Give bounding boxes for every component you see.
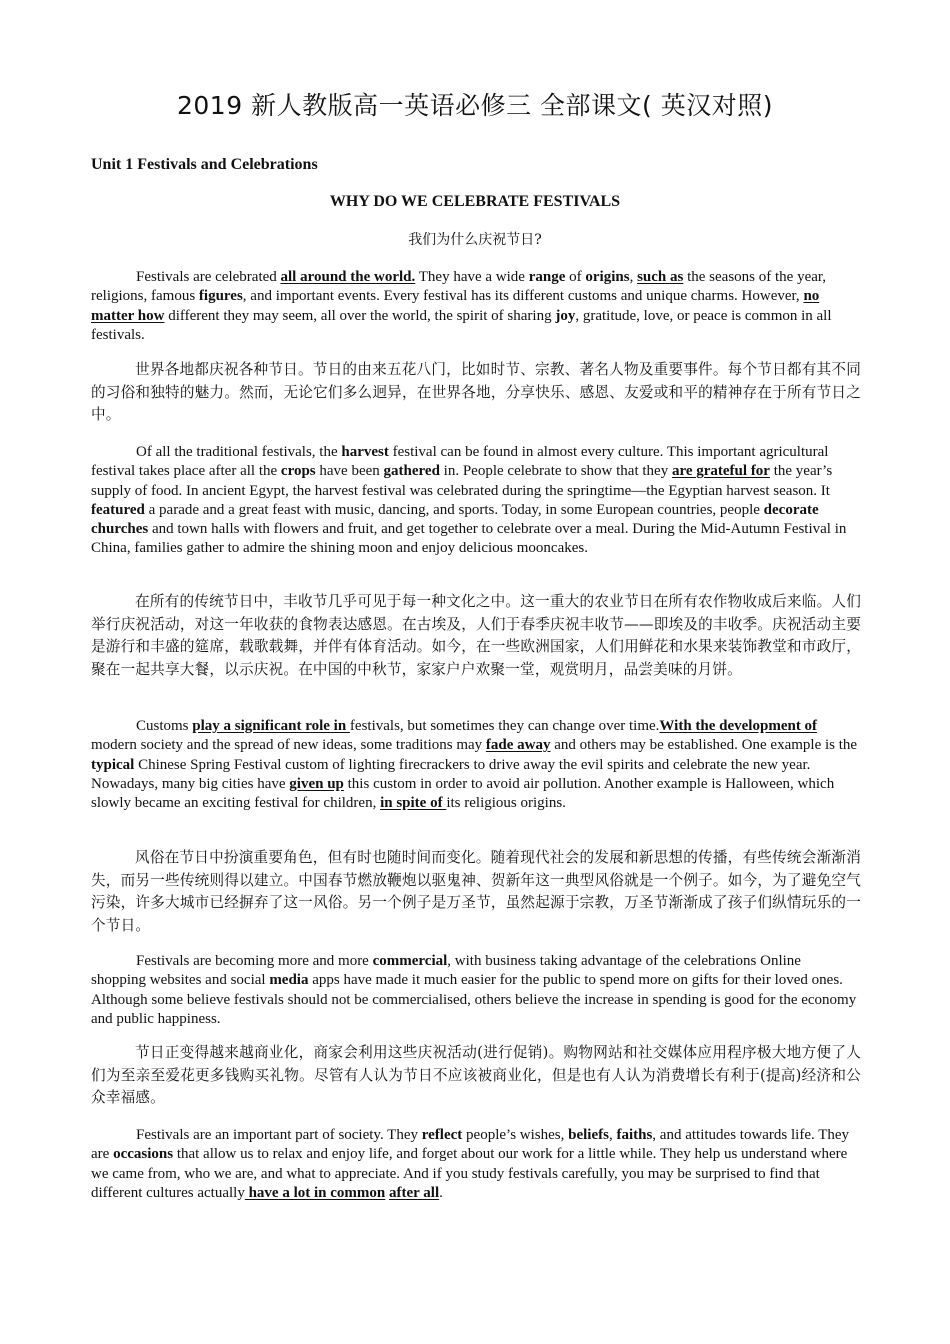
paragraph-chinese-4 <box>91 1042 861 1110</box>
text-run: , with business taking advantage of the celebrations Online shopping websites and social <box>91 953 801 989</box>
text-run: festival can be found in almost every culture. This important agricultural festival takes place after all the <box>91 444 829 480</box>
text-run: of <box>565 269 586 285</box>
key-phrase: after all <box>389 1184 440 1201</box>
text-run: and others may be established. One example is the <box>550 737 858 754</box>
vocabulary-keyword: harvest <box>341 444 389 460</box>
vocabulary-keyword: decorate churches <box>91 501 819 538</box>
vocabulary-keyword: featured <box>91 501 145 518</box>
text-run: , and attitudes towards life. They are <box>91 1127 850 1163</box>
vocabulary-keyword: range <box>528 269 566 285</box>
text-run: modern society and the spread of new ideas, some traditions may <box>91 737 486 754</box>
text-run: , gratitude, love, or peace is common in all festivals. <box>91 307 832 343</box>
text-run: that allow us to relax and enjoy life, and forget about our work for a little while. They help us understand where we came from, who we are, and what to appreciate. And if you study festivals carefully, you may be surprised to find that different cultures actually <box>91 1146 848 1201</box>
key-phrase: are grateful for <box>671 463 770 480</box>
text-run: in. People celebrate to show that they <box>439 463 672 480</box>
vocabulary-keyword: reflect <box>421 1127 463 1143</box>
text-run: , <box>629 269 638 285</box>
text-run: , and important events. Every festival has its different customs and unique charms. However, <box>242 288 804 305</box>
text-run: , <box>608 1127 617 1143</box>
paragraph-english-3 <box>91 717 859 813</box>
unit-title: Unit 1 Festivals and Celebrations <box>91 156 318 173</box>
key-phrase: in spite of <box>380 795 447 812</box>
vocabulary-keyword: media <box>269 972 309 989</box>
vocabulary-keyword: joy <box>555 307 576 324</box>
text-run: Chinese Spring Festival custom of lighting firecrackers to drive away the evil spirits and celebrate the new year. Nowadays, many big cities have <box>91 756 811 792</box>
key-phrase: such as <box>637 269 684 285</box>
text-run: have been <box>315 463 384 480</box>
paragraph-english-5 <box>91 1126 859 1203</box>
paragraph-english-4 <box>91 952 859 1029</box>
text-run: and town halls with flowers and fruit, and get together to celebrate over a meal. During the Mid-Autumn Festival in China, families gather to admire the shining moon and enjoy delicious mooncakes. <box>91 521 847 557</box>
text-run: apps have made it much easier for the public to spend more on gifts for their loved ones. Although some believe festivals should not be commercialised, others believe the increase in spending is good for the economy and public happiness. <box>91 972 857 1027</box>
text-run: this custom in order to avoid air pollution. Another example is Halloween, which slowly became an exciting festival for children, <box>91 775 835 812</box>
text-run: Festivals are an important part of society. They <box>136 1127 422 1143</box>
document-title: 2019 新人教版高一英语必修三 全部课文( 英汉对照) <box>177 91 773 120</box>
paragraph-chinese-3 <box>91 847 861 937</box>
vocabulary-keyword: figures <box>198 288 243 305</box>
vocabulary-keyword: commercial <box>372 953 448 969</box>
key-phrase: have a lot in common <box>244 1184 386 1201</box>
paragraph-english-1 <box>91 268 859 345</box>
vocabulary-keyword: faiths <box>616 1127 653 1143</box>
vocabulary-keyword: crops <box>280 463 316 480</box>
essay-title: WHY DO WE CELEBRATE FESTIVALS <box>329 193 621 210</box>
key-phrase: play a significant role in <box>192 718 350 734</box>
text-run: 风俗在节日中扮演重要角色，但有时也随时间而变化。随着现代社会的发展和新思想的传播，有些传统会渐渐消失，而另一些传统则得以建立。中国春节燃放鞭炮以驱鬼神、贺新年这一典型风俗就是一个例子。如今，为了避免空气污染，许多大城市已经摒弃了这一风俗。另一个例子是万圣节，虽然起源于宗教，万圣节渐渐成了孩子们纵情玩乐的一个节日。 <box>91 849 861 934</box>
text-run: different they may seem, all over the world, the spirit of sharing <box>164 307 556 324</box>
text-run: They have a wide <box>415 269 529 285</box>
key-phrase: given up <box>289 775 344 792</box>
key-phrase: With the development of <box>659 718 818 734</box>
text-run: a parade and a great feast with music, dancing, and sports. Today, in some European countries, people <box>144 501 764 518</box>
text-run: the seasons of the year, religions, famous <box>91 269 827 305</box>
paragraph-chinese-1 <box>91 359 861 427</box>
text-run: 在所有的传统节日中，丰收节几乎可见于每一种文化之中。这一重大的农业节日在所有农作物收成后来临。人们举行庆祝活动，对这一年收获的食物表达感恩。在古埃及，人们于春季庆祝丰收节——即埃及的丰收季。庆祝活动主要是游行和丰盛的筵席，载歌载舞，并伴有体育活动。如今，在一些欧洲国家，人们用鲜花和水果来装饰教堂和市政厅，聚在一起共享大餐，以示庆祝。在中国的中秋节，家家户户欢聚一堂，观赏明月，品尝美味的月饼。 <box>91 593 861 678</box>
text-run: the year’s supply of food. In ancient Egypt, the harvest festival was celebrated during the springtime—the Egyptian harvest season. It <box>91 463 833 499</box>
text-run: Festivals are becoming more and more <box>136 953 373 969</box>
vocabulary-keyword: typical <box>91 756 135 773</box>
vocabulary-keyword: gathered <box>383 463 440 480</box>
text-run: its religious origins. <box>446 795 566 812</box>
text-run: Customs <box>136 718 193 734</box>
text-run: 节日正变得越来越商业化，商家会利用这些庆祝活动(进行促销)。购物网站和社交媒体应用程序极大地方便了人们为至亲至爱花更多钱购买礼物。尽管有人认为节日不应该被商业化，但是也有人认为消费增长有利于(提高)经济和公众幸福感。 <box>91 1044 861 1106</box>
key-phrase: all around the world. <box>280 269 416 285</box>
vocabulary-keyword: origins <box>585 269 630 285</box>
key-phrase: fade away <box>485 737 551 754</box>
paragraph-chinese-2 <box>91 591 861 681</box>
text-run: Festivals are celebrated <box>136 269 281 285</box>
essay-title-chinese: 我们为什么庆祝节日? <box>408 232 542 248</box>
vocabulary-keyword: occasions <box>113 1146 174 1163</box>
vocabulary-keyword: beliefs <box>568 1127 609 1143</box>
text-run: . <box>439 1184 443 1201</box>
text-run: Of all the traditional festivals, the <box>136 444 342 460</box>
text-run: 世界各地都庆祝各种节日。节日的由来五花八门，比如时节、宗教、著名人物及重要事件。每个节日都有其不同的习俗和独特的魅力。然而，无论它们多么迥异，在世界各地，分享快乐、感恩、友爱或和平的精神存在于所有节日之中。 <box>91 361 861 423</box>
text-run: people’s wishes, <box>462 1127 569 1143</box>
paragraph-english-2 <box>91 443 859 559</box>
key-phrase: no matter how <box>91 288 820 324</box>
text-run: festivals, but sometimes they can change over time. <box>349 718 660 734</box>
